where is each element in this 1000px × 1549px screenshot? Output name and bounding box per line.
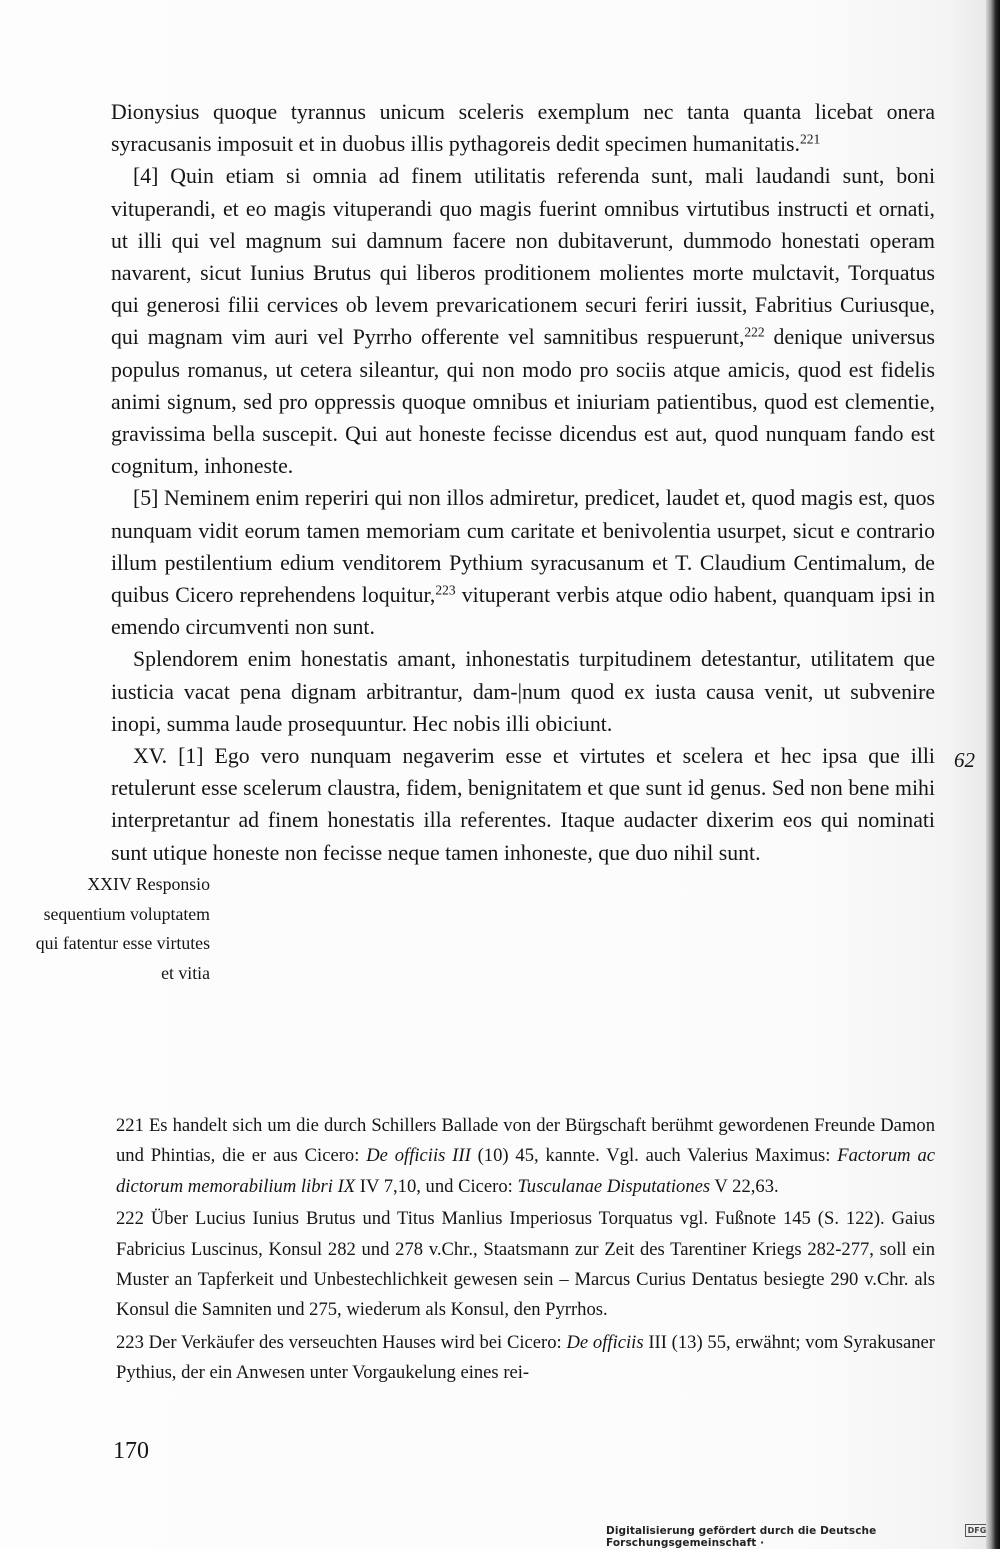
scan-edge-shadow	[986, 0, 1000, 1549]
paragraph	[111, 160, 935, 482]
paragraph-text: denique universus populus romanus, ut cetera sileantur, qui non modo pro sociis atque amicis, quod est fidelis animi signum, sed pro oppressis quoque omnibus et iniuriam patientibus, quod est clementie, gravissima bella suscepit. Qui aut honeste fecisse dicendus est aut, quod nunquam fando est cognitum, inhoneste.	[111, 325, 935, 479]
footnote-222: 222 Über Lucius Iunius Brutus und Titus Manlius Imperiosus Torquatus vgl. Fußnote 145 (S. 122). Gaius Fabricius Luscinus, Konsul 282 und 278 v.Chr., Staatsmann zur Zeit des Tarentiner Kriegs 282-277, soll ein Muster an Tapferkeit und Unbestechlichkeit gewesen sein – Marcus Curius Dentatus besiegte 290 v.Chr. als Konsul die Samniten und 275, wiederum als Konsul, den Pyrrhos.	[116, 1208, 935, 1321]
margin-page-number: 62	[954, 748, 975, 772]
side-note: XXIV Responsio sequentium voluptatem qui fatentur esse virtutes et vitia	[35, 874, 210, 983]
footnote-title: De officiis III	[366, 1145, 471, 1167]
footnote-text: 221 Es handelt sich um die durch Schillers Ballade von der Bürgschaft berühmt gewordenen Freunde Damon und Phintias, die er aus Cicero:	[116, 1115, 935, 1167]
section-paragraph: XV. [1] Ego vero nunquam negaverim esse et virtutes et scelera et hec ipsa que illi retulerunt esse scelerum claustra, fidem, benignitatem et que sunt id genus. Sed non bene mihi interpretantur ad finem honestatis illa referentes. Itaque audacter dixerim eos qui nominati sunt utique honeste non fecisse neque tamen inhoneste, que duo nihil sunt.	[111, 744, 935, 865]
paragraph-text: vituperant verbis atque odio habent, quanquam ipsi in emendo circumventi non sunt.	[111, 583, 935, 640]
paragraph-text: Dionysius quoque tyrannus unicum sceleris exemplum nec tanta quanta licebat onera syracusanis imposuit et in duobus illis pythagoreis dedit specimen humanitatis.	[111, 100, 935, 157]
digitization-credit: Digitalisierung gefördert durch die Deutsche Forschungsgemeinschaft ·	[606, 1525, 877, 1549]
footnote-text: IV 7,10, und Cicero:	[355, 1175, 518, 1197]
footnote-text: 223 Der Verkäufer des verseuchten Hauses wird bei Cicero:	[116, 1331, 567, 1353]
footnote-title: De officiis	[566, 1331, 644, 1353]
paragraph	[111, 96, 935, 160]
footnote-text: (10) 45, kannte. Vgl. auch Valerius Maximus:	[470, 1145, 838, 1167]
main-text	[111, 96, 935, 869]
footnote-ref: 222	[744, 325, 765, 340]
footnote-ref: 223	[435, 582, 456, 598]
paragraph: Splendorem enim honestatis amant, inhonestatis turpitudinem detestantur, utilitatem que iusticia vacat pena dignam arbitrantur, dam-|num quod ex iusta causa venit, ut subvenire inopi, summa laude prosequuntur. Hec nobis illi obiciunt.	[111, 647, 935, 736]
dfg-logo-icon: DFG	[965, 1524, 989, 1537]
footnotes	[116, 1111, 935, 1391]
page-number: 170	[113, 1438, 149, 1464]
paragraph	[111, 482, 935, 643]
footnote-text: V 22,63.	[710, 1175, 779, 1197]
footnote-ref: 221	[799, 131, 821, 147]
footnote-title: Tusculanae Disputationes	[517, 1175, 711, 1197]
paragraph-text: [5] Neminem enim reperiri qui non illos admiretur, predicet, laudet et, quod magis est, quos nunquam vidit eorum tamen memoriam cum caritate et benivolentia usurpet, sicut e contrario illum pestilentium edium venditorem Pythium syracusanum et T. Claudium Centimalum, de quibus Cicero reprehendens loquitur,	[111, 486, 935, 608]
footnote-223	[116, 1328, 935, 1389]
footnote-title: Factorum ac dictorum memorabilium libri IX	[116, 1145, 935, 1197]
footnote-text: III (13) 55, erwähnt; vom Syrakusaner Pythius, der ein Anwesen unter Vorgaukelung eines rei-	[116, 1331, 936, 1384]
paragraph-text: [4] Quin etiam si omnia ad finem utilitatis referenda sunt, mali laudandi sunt, boni vituperandi, et eo magis vituperandi quo magis fuerint omnibus virtutibus instructi et ornati, ut illi qui vel magnum sui damnum facere non dubitaverunt, dummodo honestati operam navarent, sicut Iunius Brutus qui liberos proditionem molientes morte mulctavit, Torquatus qui generosi filii cervices ob levem prevaricationem securi feriri iussit, Fabritius Curiusque, qui magnam vim auri vel Pyrrho offerente vel samnitibus respuerunt,	[111, 164, 935, 350]
footnote-221	[116, 1111, 935, 1202]
